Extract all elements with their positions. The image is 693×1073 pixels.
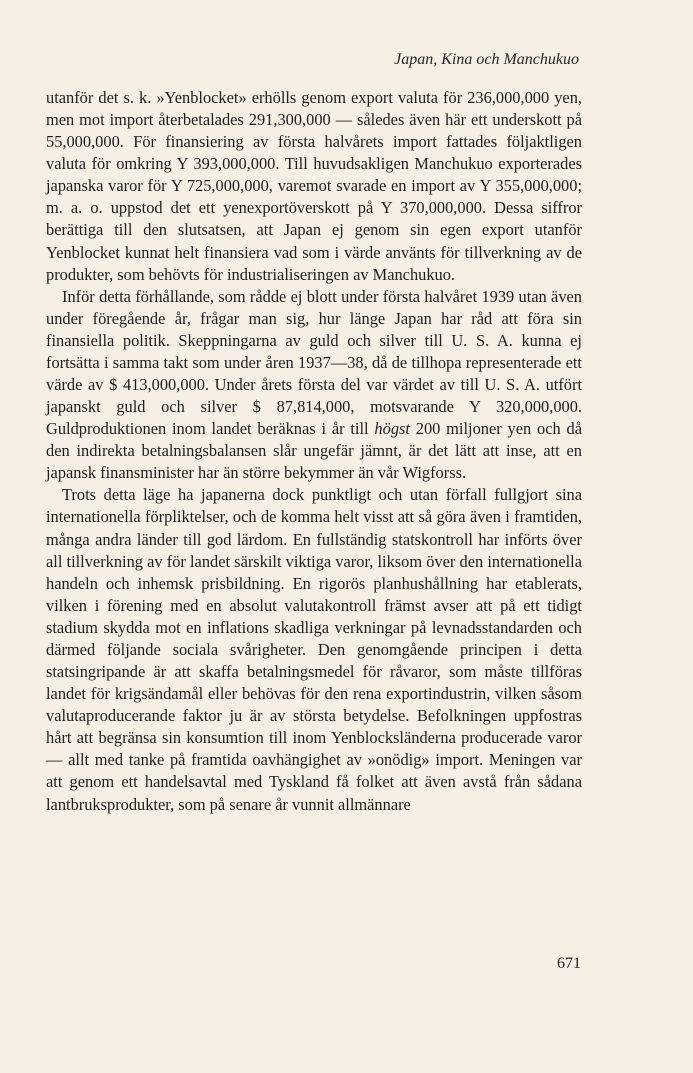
text-segment: 200 miljoner yen och då den indirekta betalningsbalansen slår ungefär jämnt, är det lätt att inse, att en japansk finansminister har än större bekymmer än vår Wigforss.	[46, 419, 582, 483]
body-text	[46, 87, 582, 816]
text-segment: Trots detta läge ha japanerna dock punktligt och utan förfall fullgjort sina internationella förpliktelser, och de komma helt visst att så göra även i framtiden, många andra länder till god lärdom. En fullständig statskontroll har införts över all tillverkning av för landet särskilt viktiga varor, liksom över den internationella handeln och inhemsk prisbildning. En rigorös planhushållning har etablerats, vilken i förening med en absolut valutakontroll främst avser att på ett tidigt stadium skydda mot en inflations skadliga verkningar på levnadsstandarden och därmed följande sociala svårigheter. Den genomgående principen i detta statsingripande är att skaffa betalningsmedel för råvaror, som måste tillföras landet för krigsändamål eller behövas för den rena exportindustrin, vilken såsom valutaproducerande faktor ju är av största betydelse. Befolkningen uppfostras hårt att begränsa sin konsumtion till inom Yenblocksländerna producerade varor — allt med tanke på framtida oavhängighet av »onödig» import. Meningen var att genom ett handelsavtal med Tyskland få folket att även avstå från sådana lantbruksprodukter, som på senare år vunnit allmännare	[46, 485, 582, 814]
paragraph	[46, 87, 582, 286]
emphasis-text: högst	[374, 419, 410, 439]
paragraph	[46, 286, 582, 485]
paragraph	[46, 484, 582, 815]
running-header: Japan, Kina och Manchukuo	[394, 51, 579, 68]
page-number: 671	[557, 955, 581, 972]
text-segment: utanför det s. k. »Yenblocket» erhölls genom export valuta för 236,000,000 yen, men mot import återbetalades 291,300,000 — således även här ett underskott på 55,000,000. För finansiering av första halvårets import fattades följaktligen valuta för omkring Y 393,000,000. Till huvudsakligen Manchukuo exporterades japanska varor för Y 725,000,000, varemot svarade en import av Y 355,000,000; m. a. o. uppstod det ett yenexportöverskott på Y 370,000,000. Dessa siffror berättiga till den slutsatsen, att Japan ej genom sin egen export utanför Yenblocket kunnat helt finansiera vad som i värde använts för tillverkning av de produkter, som behövts för industrialiseringen av Manchukuo.	[46, 88, 582, 284]
text-segment: Inför detta förhållande, som rådde ej blott under första halvåret 1939 utan även under föregående år, frågar man sig, hur länge Japan har råd att föra sin finansiella politik. Skeppningarna av guld och silver till U. S. A. kunna ej fortsätta i samma takt som under åren 1937—38, då de tillhopa representerade ett värde av $ 413,000,000. Under årets första del var värdet av till U. S. A. utfört japanskt guld och silver $ 87,814,000, motsvarande Y 320,000,000. Guldproduktionen inom landet beräknas i år till	[46, 286, 582, 439]
